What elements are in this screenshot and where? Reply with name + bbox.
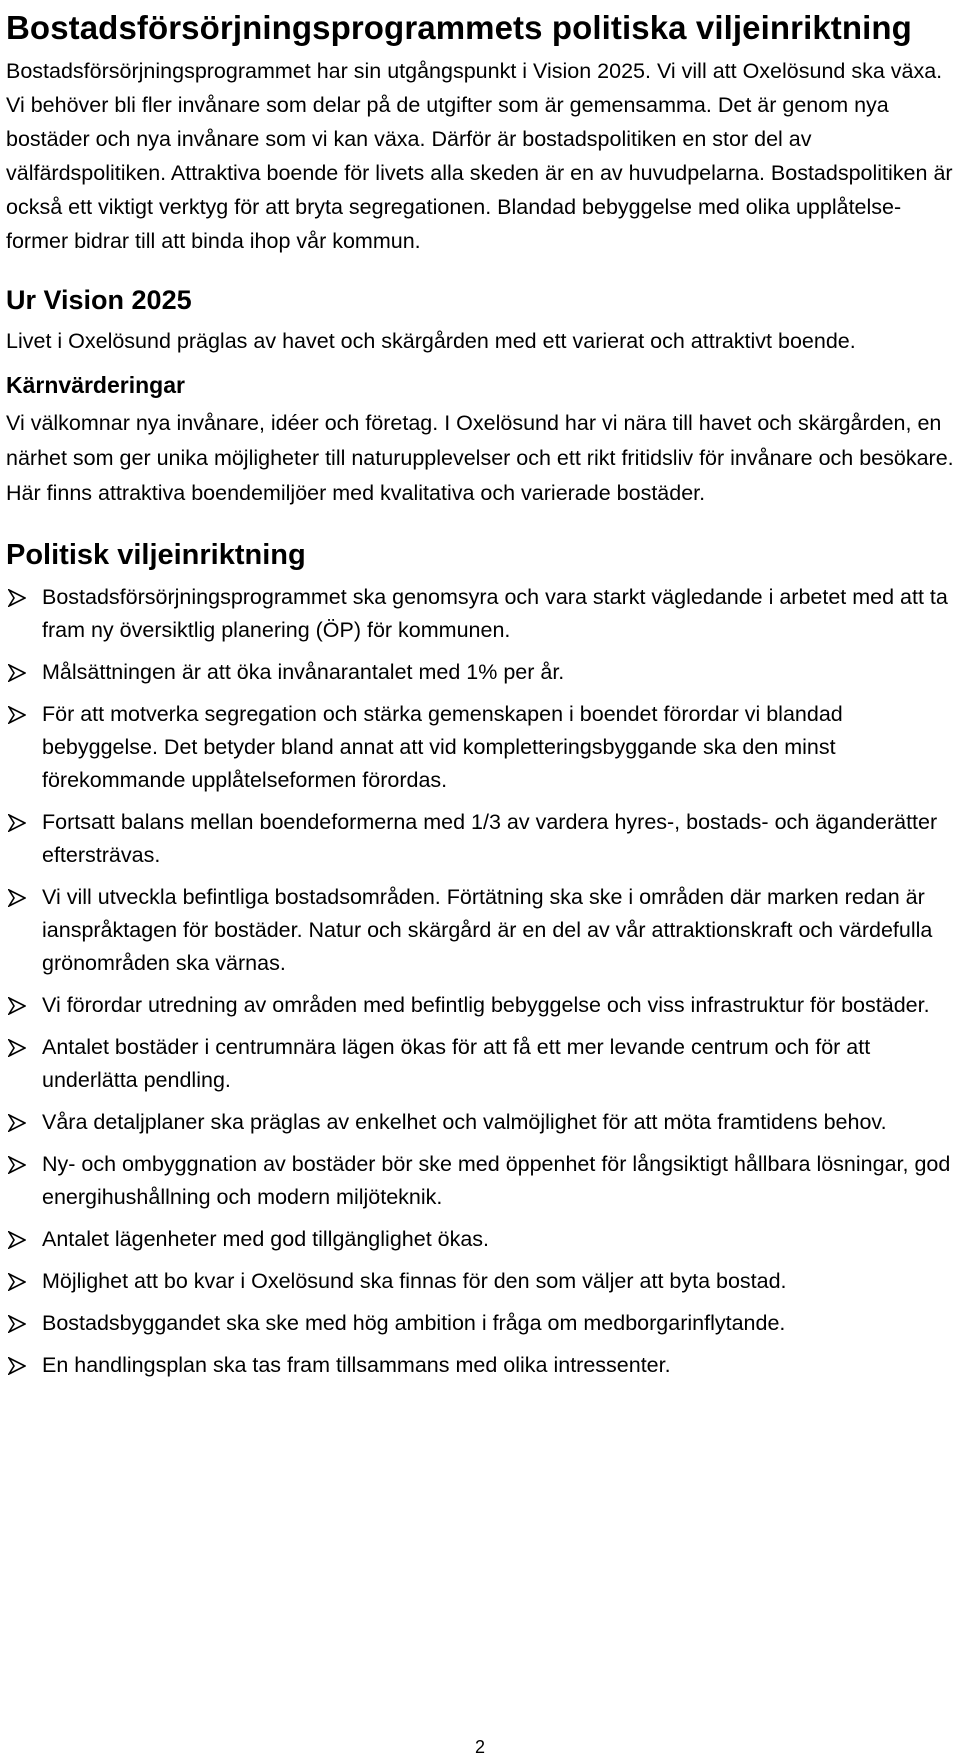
arrowhead-bullet-icon bbox=[8, 589, 26, 607]
arrowhead-bullet-icon bbox=[8, 1114, 26, 1132]
list-item-text: Vi förordar utredning av områden med befintlig bebyggelse och viss infrastruktur för bostäder. bbox=[42, 993, 930, 1017]
list-item-text: Bostadsbyggandet ska ske med hög ambition i fråga om medborgarinflytande. bbox=[42, 1311, 786, 1335]
arrowhead-bullet-icon bbox=[8, 664, 26, 682]
core-values-heading: Kärnvärderingar bbox=[6, 372, 185, 398]
arrowhead-bullet-icon bbox=[8, 997, 26, 1015]
list-item bbox=[6, 806, 954, 872]
list-item-text: Antalet lägenheter med god tillgänglighet ökas. bbox=[42, 1227, 490, 1251]
arrowhead-bullet-icon bbox=[8, 814, 26, 832]
list-item bbox=[6, 1223, 954, 1256]
page-title: Bostadsförsörjningsprogrammets politiska viljeinriktning bbox=[6, 9, 912, 46]
arrowhead-bullet-icon bbox=[8, 706, 26, 724]
list-item bbox=[6, 698, 954, 797]
arrowhead-bullet-icon bbox=[8, 1156, 26, 1174]
policy-bullet-list bbox=[6, 581, 954, 1382]
document-page bbox=[6, 0, 954, 1391]
list-item bbox=[6, 1031, 954, 1097]
policy-heading: Politisk viljeinriktning bbox=[6, 539, 306, 571]
arrowhead-bullet-icon bbox=[8, 1039, 26, 1057]
list-item-text: Antalet bostäder i centrumnära lägen ökas för att få ett mer levande centrum och för att underlätta pendling. bbox=[42, 1035, 871, 1092]
vision-text: Livet i Oxelösund präglas av havet och skärgården med ett varierat och attraktivt boende. bbox=[6, 329, 856, 353]
list-item bbox=[6, 1106, 954, 1139]
list-item-text: En handlingsplan ska tas fram tillsammans med olika intressenter. bbox=[42, 1353, 671, 1377]
arrowhead-bullet-icon bbox=[8, 1273, 26, 1291]
list-item bbox=[6, 1148, 954, 1214]
arrowhead-bullet-icon bbox=[8, 889, 26, 907]
list-item bbox=[6, 1349, 954, 1382]
list-item-text: Fortsatt balans mellan boendeformerna med 1/3 av vardera hyres-, bostads- och äganderätter eftersträvas. bbox=[42, 810, 938, 867]
list-item bbox=[6, 989, 954, 1022]
list-item bbox=[6, 581, 954, 647]
arrowhead-bullet-icon bbox=[8, 1231, 26, 1249]
list-item-text: Målsättningen är att öka invånarantalet med 1% per år. bbox=[42, 660, 565, 684]
list-item-text: Ny- och ombyggnation av bostäder bör ske med öppenhet för långsiktigt hållbara lösningar, god energihushållning och modern miljöteknik. bbox=[42, 1152, 951, 1209]
arrowhead-bullet-icon bbox=[8, 1357, 26, 1375]
list-item-text: Möjlighet att bo kvar i Oxelösund ska finnas för den som väljer att byta bostad. bbox=[42, 1269, 787, 1293]
vision-heading: Ur Vision 2025 bbox=[6, 285, 192, 315]
list-item-text: För att motverka segregation och stärka gemenskapen i boendet förordar vi blandad bebyggelse. Det betyder bland annat att vid kompletteringsbyggande ska den minst förekommande upplåtelseformen förordas. bbox=[42, 702, 843, 792]
page-number: 2 bbox=[474, 1737, 485, 1757]
intro-paragraph: Bostadsförsörjningsprogrammet har sin utgångspunkt i Vision 2025. Vi vill att Oxelösund ska växa. Vi behöver bli fler invånare som delar på de utgifter som är gemensamma. Det är genom nya bostäder och nya invånare som vi kan växa. Därför är bostadspolitiken en stor del av välfärdspolitiken. Attraktiva boende för livets alla skeden är en av huvudpelarna. Bostadspolitiken är också ett viktigt verktyg för att bryta segregationen. Blandad bebyggelse med olika upplåtelseformer bidrar till att binda ihop vår kommun. bbox=[6, 59, 953, 253]
list-item-text: Bostadsförsörjningsprogrammet ska genomsyra och vara starkt vägledande i arbetet med att ta fram ny översiktlig planering (ÖP) för kommunen. bbox=[42, 585, 948, 642]
list-item bbox=[6, 656, 954, 689]
arrowhead-bullet-icon bbox=[8, 1315, 26, 1333]
list-item bbox=[6, 881, 954, 980]
list-item bbox=[6, 1307, 954, 1340]
list-item-text: Vi vill utveckla befintliga bostadsområden. Förtätning ska ske i områden där marken redan är ianspråktagen för bostäder. Natur och skärgård är en del av vår attraktionskraft och värdefulla grönområden ska värnas. bbox=[42, 885, 933, 975]
list-item-text: Våra detaljplaner ska präglas av enkelhet och valmöjlighet för att möta framtidens behov. bbox=[42, 1110, 887, 1134]
list-item bbox=[6, 1265, 954, 1298]
core-values-text: Vi välkomnar nya invånare, idéer och företag. I Oxelösund har vi nära till havet och skärgården, en närhet som ger unika möjligheter till naturupplevelser och ett rikt fritidsliv för invånare och besökare. Här finns attraktiva boendemiljöer med kvalitativa och varierade bostäder. bbox=[6, 411, 954, 505]
